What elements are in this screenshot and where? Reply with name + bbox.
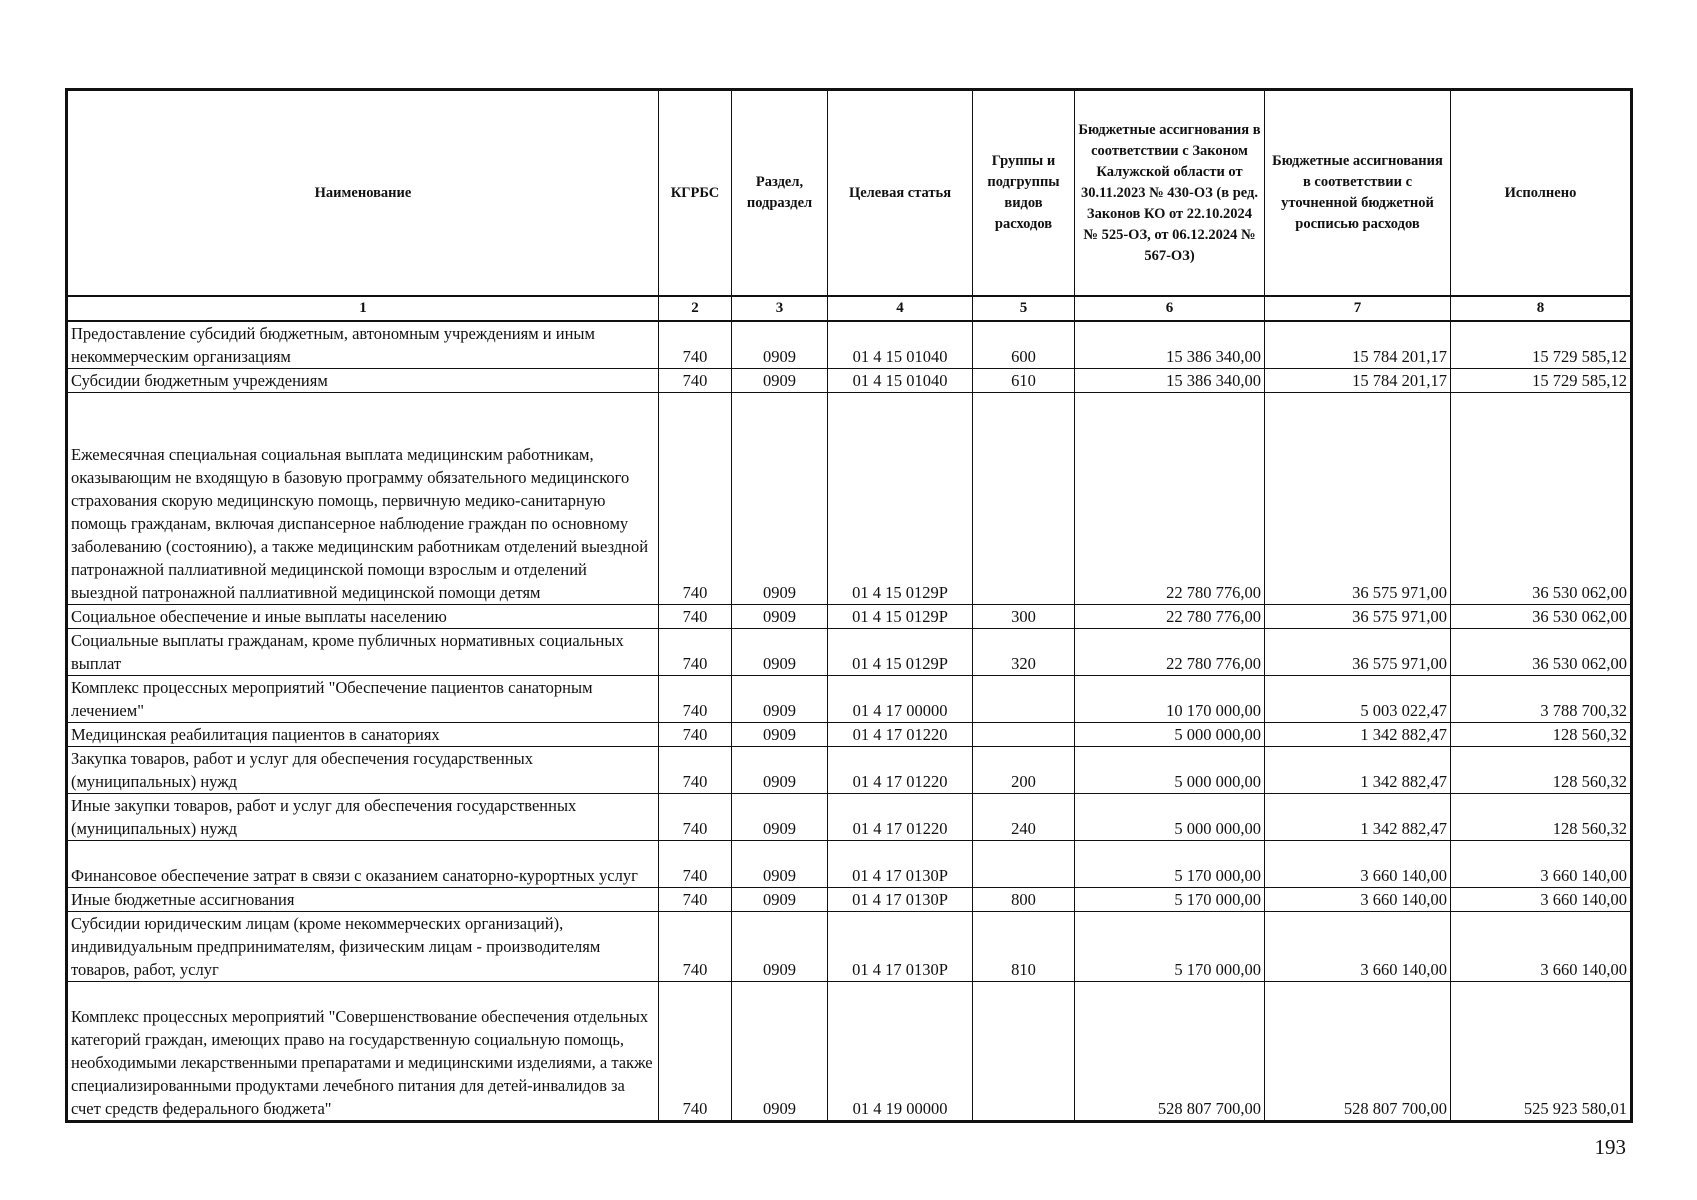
- row-law: 22 780 776,00: [1075, 393, 1265, 605]
- row-celevaya: 01 4 17 01220: [828, 794, 973, 841]
- row-executed: 3 788 700,32: [1451, 676, 1632, 723]
- row-vid: 610: [973, 369, 1075, 393]
- row-law: 5 170 000,00: [1075, 912, 1265, 982]
- row-vid: 600: [973, 321, 1075, 369]
- row-razdel: 0909: [732, 912, 828, 982]
- row-refined: 1 342 882,47: [1265, 747, 1451, 794]
- table-row: [67, 794, 1632, 841]
- row-executed: 3 660 140,00: [1451, 912, 1632, 982]
- column-number: 6: [1075, 296, 1265, 321]
- row-celevaya: 01 4 19 00000: [828, 982, 973, 1122]
- table-row: [67, 369, 1632, 393]
- row-refined: 1 342 882,47: [1265, 723, 1451, 747]
- row-celevaya: 01 4 15 0129Р: [828, 605, 973, 629]
- row-vid: 240: [973, 794, 1075, 841]
- row-name: Ежемесячная специальная социальная выплата медицинским работникам, оказывающим не входящую в базовую программу обязательного медицинского страхования скорую медицинскую помощь, первичную медико-санитарную помощь гражданам, включая диспансерное наблюдение граждан по основному заболеванию (состоянию), а также медицинским работникам отделений выездной патронажной паллиативной медицинской помощи взрослым и отделений выездной патронажной паллиативной медицинской помощи детям: [67, 393, 659, 605]
- row-razdel: 0909: [732, 841, 828, 888]
- table-row: [67, 321, 1632, 369]
- row-law: 5 000 000,00: [1075, 747, 1265, 794]
- row-refined: 3 660 140,00: [1265, 888, 1451, 912]
- row-refined: 15 784 201,17: [1265, 369, 1451, 393]
- table-row: [67, 605, 1632, 629]
- row-name: Иные бюджетные ассигнования: [67, 888, 659, 912]
- row-kgrbs: 740: [659, 676, 732, 723]
- row-law: 22 780 776,00: [1075, 605, 1265, 629]
- row-celevaya: 01 4 17 0130Р: [828, 841, 973, 888]
- row-razdel: 0909: [732, 369, 828, 393]
- column-number: 3: [732, 296, 828, 321]
- row-razdel: 0909: [732, 888, 828, 912]
- row-kgrbs: 740: [659, 841, 732, 888]
- row-celevaya: 01 4 17 01220: [828, 747, 973, 794]
- row-executed: 128 560,32: [1451, 794, 1632, 841]
- row-vid: [973, 982, 1075, 1122]
- row-law: 10 170 000,00: [1075, 676, 1265, 723]
- row-name: Предоставление субсидий бюджетным, автономным учреждениям и иным некоммерческим организациям: [67, 321, 659, 369]
- budget-table: [65, 88, 1633, 1123]
- row-razdel: 0909: [732, 723, 828, 747]
- row-vid: 800: [973, 888, 1075, 912]
- row-name: Комплекс процессных мероприятий "Совершенствование обеспечения отдельных категорий граждан, имеющих право на государственную социальную помощь, необходимыми лекарственными препаратами и медицинскими изделиями, а также специализированными продуктами лечебного питания для детей-инвалидов за счет средств федерального бюджета": [67, 982, 659, 1122]
- column-number: 2: [659, 296, 732, 321]
- row-kgrbs: 740: [659, 723, 732, 747]
- row-celevaya: 01 4 15 01040: [828, 369, 973, 393]
- row-celevaya: 01 4 15 0129Р: [828, 393, 973, 605]
- row-razdel: 0909: [732, 747, 828, 794]
- table-row: [67, 629, 1632, 676]
- row-razdel: 0909: [732, 605, 828, 629]
- row-name: Субсидии юридическим лицам (кроме некоммерческих организаций), индивидуальным предпринимателям, физическим лицам - производителям товаров, работ, услуг: [67, 912, 659, 982]
- row-vid: [973, 841, 1075, 888]
- row-vid: [973, 676, 1075, 723]
- row-razdel: 0909: [732, 676, 828, 723]
- row-name: Финансовое обеспечение затрат в связи с оказанием санаторно-курортных услуг: [67, 841, 659, 888]
- row-name: Закупка товаров, работ и услуг для обеспечения государственных (муниципальных) нужд: [67, 747, 659, 794]
- table-row: [67, 747, 1632, 794]
- row-celevaya: 01 4 17 01220: [828, 723, 973, 747]
- table-row: [67, 841, 1632, 888]
- column-number: 5: [973, 296, 1075, 321]
- row-razdel: 0909: [732, 794, 828, 841]
- row-vid: 320: [973, 629, 1075, 676]
- row-executed: 525 923 580,01: [1451, 982, 1632, 1122]
- row-vid: [973, 723, 1075, 747]
- row-celevaya: 01 4 15 01040: [828, 321, 973, 369]
- row-name: Социальные выплаты гражданам, кроме публичных нормативных социальных выплат: [67, 629, 659, 676]
- row-vid: [973, 393, 1075, 605]
- row-vid: 300: [973, 605, 1075, 629]
- row-refined: 1 342 882,47: [1265, 794, 1451, 841]
- header-executed: Исполнено: [1451, 90, 1632, 297]
- row-executed: 36 530 062,00: [1451, 629, 1632, 676]
- row-law: 5 170 000,00: [1075, 841, 1265, 888]
- column-number-row: [67, 296, 1632, 321]
- row-refined: 15 784 201,17: [1265, 321, 1451, 369]
- row-refined: 5 003 022,47: [1265, 676, 1451, 723]
- row-law: 5 170 000,00: [1075, 888, 1265, 912]
- column-number: 4: [828, 296, 973, 321]
- row-kgrbs: 740: [659, 605, 732, 629]
- header-budget-law: Бюджетные ассигнования в соответствии с Законом Калужской области от 30.11.2023 № 430-ОЗ (в ред. Законов КО от 22.10.2024 № 525-ОЗ, от 06.12.2024 № 567-ОЗ): [1075, 90, 1265, 297]
- row-kgrbs: 740: [659, 794, 732, 841]
- row-name: Медицинская реабилитация пациентов в санаториях: [67, 723, 659, 747]
- row-vid: 200: [973, 747, 1075, 794]
- row-law: 528 807 700,00: [1075, 982, 1265, 1122]
- header-gruppy: Группы и подгруппы видов расходов: [973, 90, 1075, 297]
- row-refined: 3 660 140,00: [1265, 841, 1451, 888]
- row-executed: 128 560,32: [1451, 747, 1632, 794]
- row-name: Социальное обеспечение и иные выплаты населению: [67, 605, 659, 629]
- header-row: [67, 90, 1632, 297]
- row-executed: 128 560,32: [1451, 723, 1632, 747]
- row-law: 22 780 776,00: [1075, 629, 1265, 676]
- row-kgrbs: 740: [659, 629, 732, 676]
- header-razdel: Раздел, подраздел: [732, 90, 828, 297]
- row-refined: 3 660 140,00: [1265, 912, 1451, 982]
- column-number: 8: [1451, 296, 1632, 321]
- row-executed: 3 660 140,00: [1451, 888, 1632, 912]
- row-law: 5 000 000,00: [1075, 794, 1265, 841]
- row-kgrbs: 740: [659, 747, 732, 794]
- header-celevaya: Целевая статья: [828, 90, 973, 297]
- row-kgrbs: 740: [659, 369, 732, 393]
- table-row: [67, 888, 1632, 912]
- row-kgrbs: 740: [659, 888, 732, 912]
- row-name: Комплекс процессных мероприятий "Обеспечение пациентов санаторным лечением": [67, 676, 659, 723]
- page-number: 193: [1594, 1135, 1626, 1159]
- row-razdel: 0909: [732, 321, 828, 369]
- row-vid: 810: [973, 912, 1075, 982]
- row-razdel: 0909: [732, 393, 828, 605]
- row-kgrbs: 740: [659, 321, 732, 369]
- row-kgrbs: 740: [659, 982, 732, 1122]
- row-razdel: 0909: [732, 982, 828, 1122]
- column-number: 1: [67, 296, 659, 321]
- table-row: [67, 982, 1632, 1122]
- header-kgrbs: КГРБС: [659, 90, 732, 297]
- row-executed: 15 729 585,12: [1451, 369, 1632, 393]
- row-refined: 36 575 971,00: [1265, 629, 1451, 676]
- row-name: Субсидии бюджетным учреждениям: [67, 369, 659, 393]
- row-celevaya: 01 4 17 0130Р: [828, 912, 973, 982]
- row-refined: 36 575 971,00: [1265, 605, 1451, 629]
- row-celevaya: 01 4 15 0129Р: [828, 629, 973, 676]
- row-refined: 528 807 700,00: [1265, 982, 1451, 1122]
- row-executed: 15 729 585,12: [1451, 321, 1632, 369]
- table-row: [67, 676, 1632, 723]
- row-executed: 36 530 062,00: [1451, 605, 1632, 629]
- row-name: Иные закупки товаров, работ и услуг для обеспечения государственных (муниципальных) нужд: [67, 794, 659, 841]
- table-row: [67, 723, 1632, 747]
- table-row: [67, 393, 1632, 605]
- row-celevaya: 01 4 17 0130Р: [828, 888, 973, 912]
- row-executed: 3 660 140,00: [1451, 841, 1632, 888]
- row-law: 15 386 340,00: [1075, 369, 1265, 393]
- row-refined: 36 575 971,00: [1265, 393, 1451, 605]
- header-budget-refined: Бюджетные ассигнования в соответствии с уточненной бюджетной росписью расходов: [1265, 90, 1451, 297]
- row-kgrbs: 740: [659, 393, 732, 605]
- column-number: 7: [1265, 296, 1451, 321]
- row-law: 5 000 000,00: [1075, 723, 1265, 747]
- table-row: [67, 912, 1632, 982]
- header-name: Наименование: [67, 90, 659, 297]
- row-kgrbs: 740: [659, 912, 732, 982]
- row-razdel: 0909: [732, 629, 828, 676]
- row-celevaya: 01 4 17 00000: [828, 676, 973, 723]
- row-law: 15 386 340,00: [1075, 321, 1265, 369]
- row-executed: 36 530 062,00: [1451, 393, 1632, 605]
